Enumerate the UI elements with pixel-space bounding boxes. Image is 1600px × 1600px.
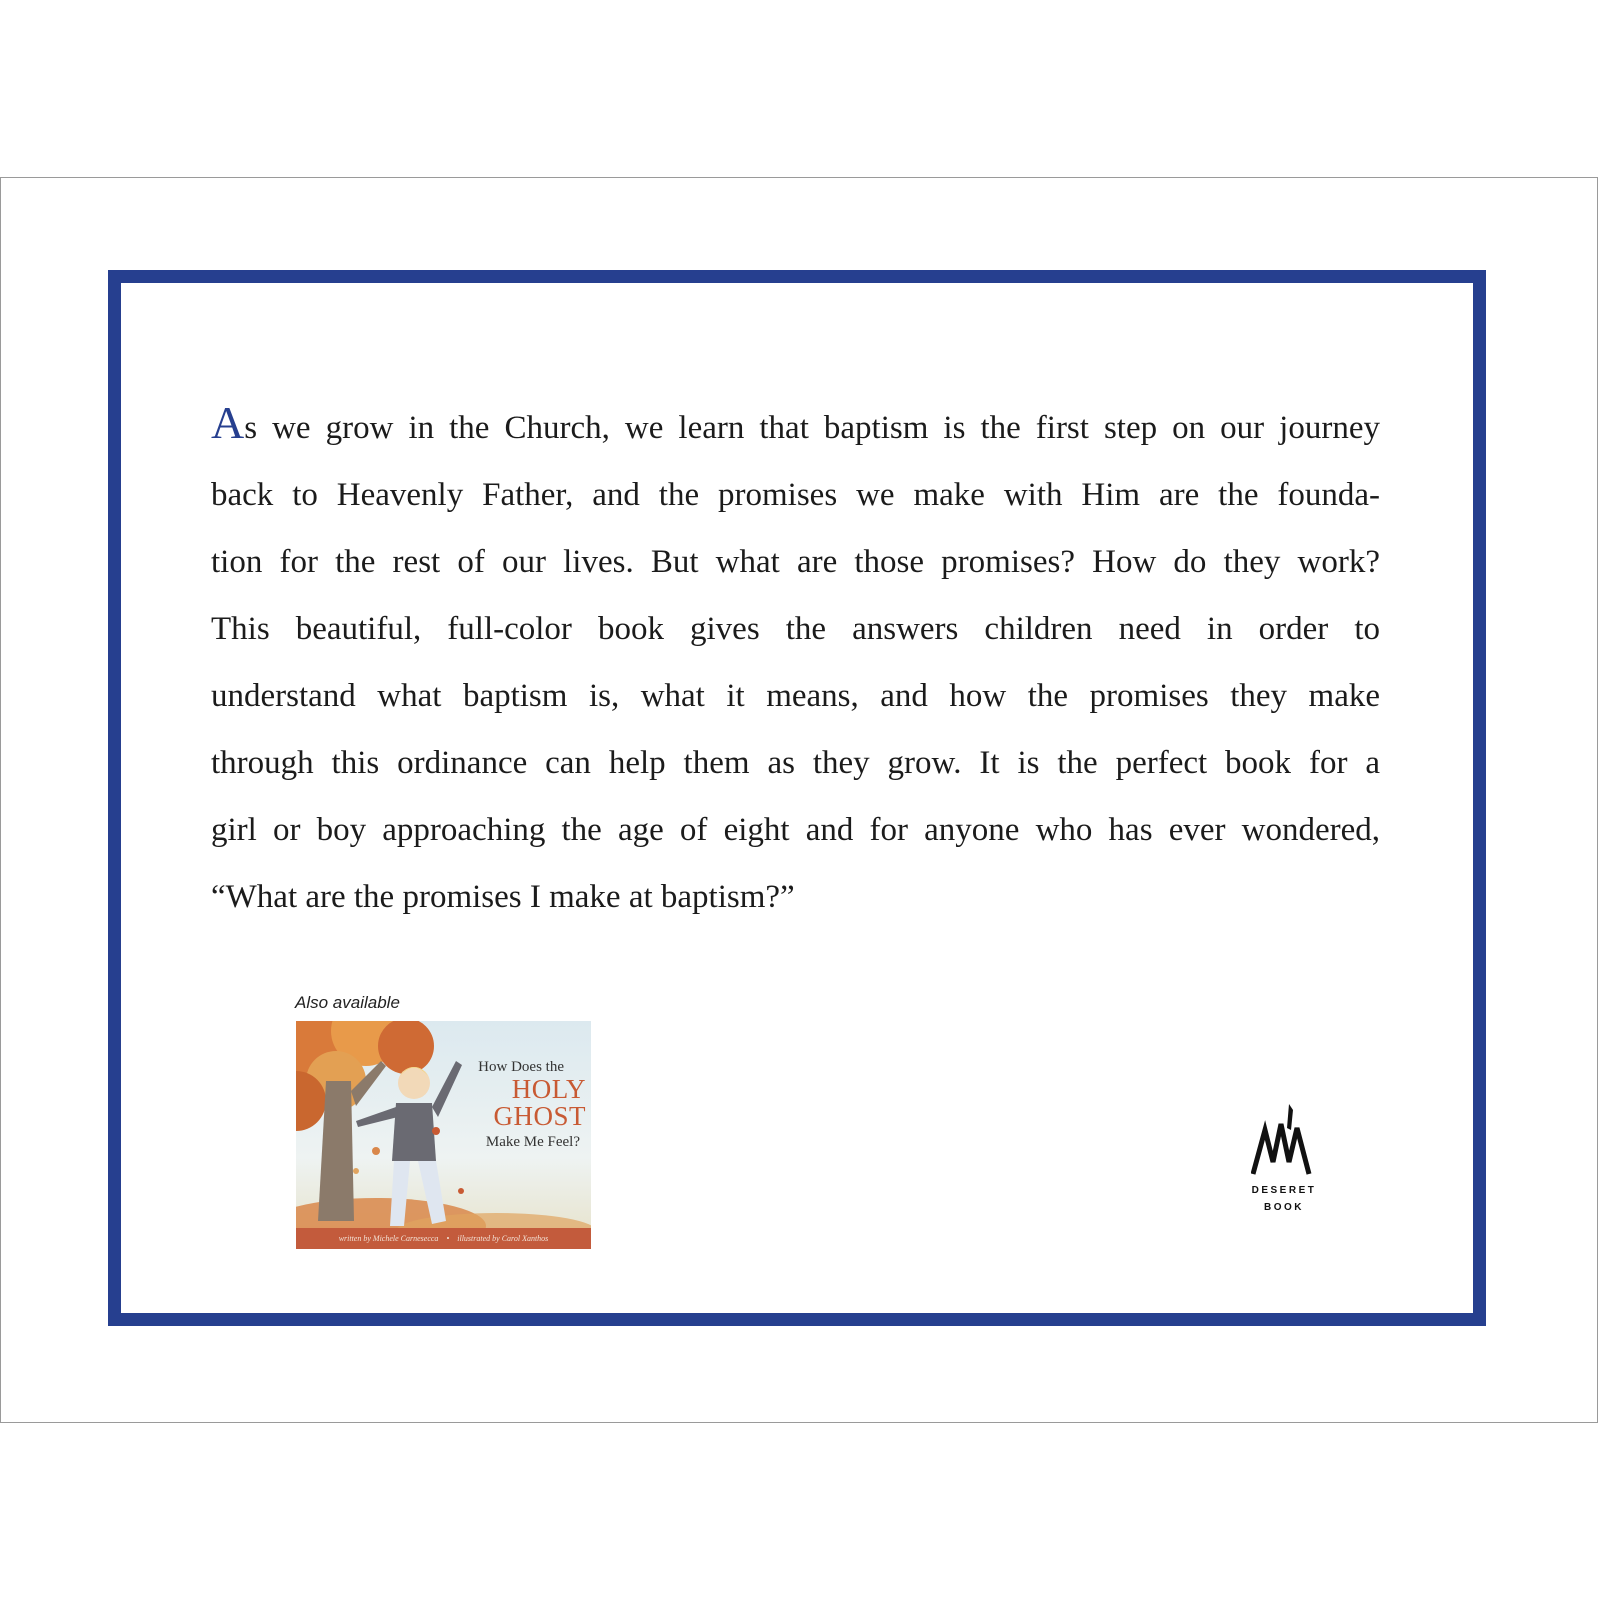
blurb-line-1 [211, 395, 1380, 462]
cover-title-line-4: Make Me Feel? [485, 1134, 580, 1150]
drop-cap: A [211, 397, 245, 448]
blurb-line-1-text: s we grow in the Church, we learn that baptism is the first step on our journey [244, 410, 1380, 446]
publisher-name-line-2: BOOK [1264, 1202, 1304, 1213]
blurb-line-5: understand what baptism is, what it means, and how the promises they make [211, 678, 1380, 714]
publisher-name-line-1: DESERET [1251, 1185, 1317, 1196]
deseret-book-logo-icon [1251, 1100, 1317, 1176]
blurb-line-2: back to Heavenly Father, and the promises we make with Him are the founda- [211, 477, 1380, 513]
also-available-label: Also available [295, 993, 400, 1012]
blurb-line-6: through this ordinance can help them as they grow. It is the perfect book for a [211, 745, 1380, 781]
cover-title-line-3: GHOST [493, 1101, 586, 1131]
related-book-cover [296, 1021, 591, 1249]
description-text [211, 395, 1380, 931]
credit-written: written by Michele Carnesecca [338, 1234, 439, 1243]
cover-title-line-2: HOLY [511, 1074, 586, 1104]
blurb-line-4: This beautiful, full-color book gives the answers children need in order to [211, 611, 1380, 647]
blurb-line-8: “What are the promises I make at baptism?” [211, 879, 795, 915]
cover-title [446, 1059, 586, 1151]
credit-separator: • [446, 1234, 450, 1243]
blurb-line-3: tion for the rest of our lives. But what are those promises? How do they work? [211, 544, 1380, 580]
blurb-line-7: girl or boy approaching the age of eight and for anyone who has ever wondered, [211, 812, 1380, 848]
cover-credits [296, 1228, 591, 1249]
credit-illustrated: illustrated by Carol Xanthos [457, 1234, 549, 1243]
cover-title-line-1: How Does the [478, 1059, 564, 1075]
publisher-name [1235, 1182, 1333, 1216]
